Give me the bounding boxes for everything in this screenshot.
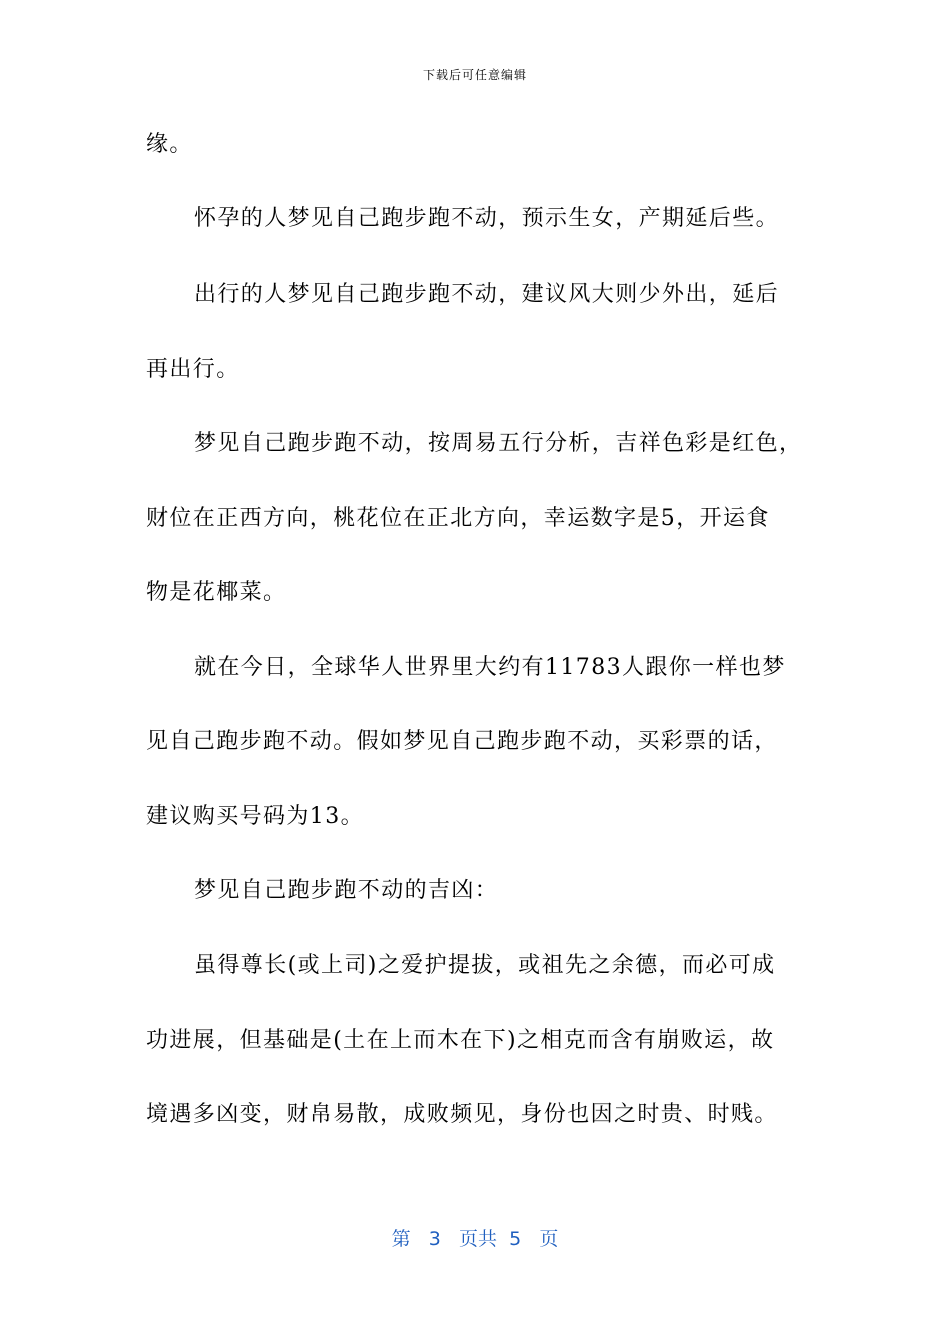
text-line: 建议购买号码为13。	[146, 804, 364, 829]
text-line: 缘。	[146, 132, 193, 157]
footer-middle: 页共	[459, 1228, 498, 1250]
current-page-number: 3	[428, 1228, 441, 1250]
page-footer	[0, 1224, 950, 1251]
text-line: 物是花椰菜。	[146, 580, 287, 605]
footer-suffix: 页	[539, 1228, 559, 1250]
text-line: 境遇多凶变，财帛易散，成败频见，身份也因之时贵、时贱。	[146, 1102, 778, 1127]
text-line: 怀孕的人梦见自己跑步跑不动，预示生女，产期延后些。	[194, 206, 780, 231]
total-pages-number: 5	[509, 1228, 522, 1250]
text-line: 就在今日，全球华人世界里大约有11783人跟你一样也梦	[194, 655, 786, 680]
text-line: 出行的人梦见自己跑步跑不动，建议风大则少外出，延后	[194, 282, 780, 307]
text-line: 再出行。	[146, 357, 240, 382]
page-header: 下载后可任意编辑	[422, 68, 527, 82]
text-line: 虽得尊长(或上司)之爱护提拔，或祖先之余德，而必可成	[194, 953, 776, 978]
footer-prefix: 第	[391, 1228, 411, 1250]
text-line: 功进展，但基础是(土在上而木在下)之相克而含有崩败运，故	[146, 1028, 775, 1053]
text-line: 见自己跑步跑不动。假如梦见自己跑步跑不动，买彩票的话，	[146, 729, 778, 754]
text-line: 财位在正西方向，桃花位在正北方向，幸运数字是5，开运食	[146, 506, 770, 531]
text-line: 梦见自己跑步跑不动，按周易五行分析，吉祥色彩是红色，	[194, 431, 803, 456]
text-line: 梦见自己跑步跑不动的吉凶：	[194, 878, 499, 903]
